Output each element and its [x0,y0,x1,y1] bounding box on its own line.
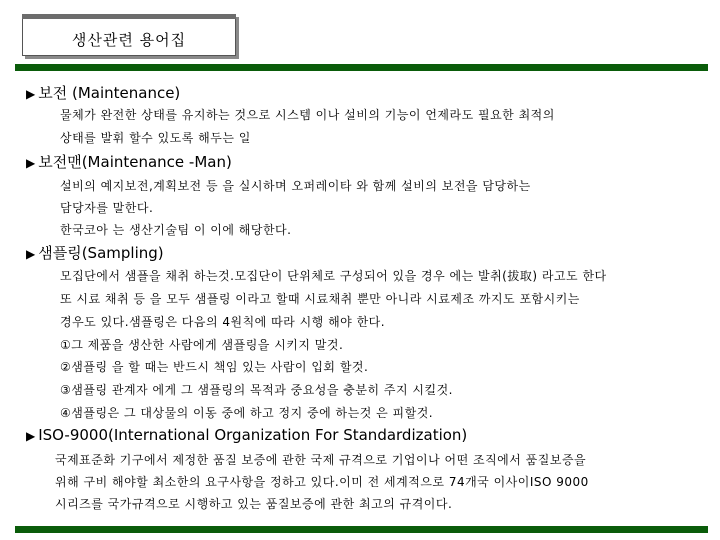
bullet-icon: ▶ [26,247,36,261]
section-heading-iso-9000: ▶ ISO-9000(International Organization For Standardization) [26,426,468,444]
body-line: 국제표준화 기구에서 제정한 품질 보증에 관한 국제 규격으로 기업이나 어떤 조직에서 품질보증을 [55,453,587,467]
top-divider [15,64,708,71]
title-box [22,14,236,56]
body-line: ②샘플링 을 할 때는 반드시 책임 있는 사람이 입회 할것. [60,360,369,374]
page-title: 생산관련 용어집 [71,31,187,49]
bullet-icon: ▶ [26,156,36,170]
body-line: 경우도 있다.샘플링은 다음의 4원칙에 따라 시행 해야 한다. [60,315,386,329]
body-line: 담당자를 말한다. [60,201,154,215]
body-line: 설비의 예지보전,계획보전 등 을 실시하며 오퍼레이타 와 함께 설비의 보전을 담당하는 [60,179,531,193]
body-line: 위해 구비 해야할 최소한의 요구사항을 정하고 있다.이미 전 세계적으로 74개국 이사이ISO 9000 [55,475,589,489]
body-line: ①그 제품을 생산한 사람에게 샘플링을 시키지 말것. [60,338,344,352]
body-line: 상태를 발휘 할수 있도록 해두는 일 [60,131,251,145]
bottom-divider [15,526,708,533]
body-line: ④샘플링은 그 대상물의 이동 중에 하고 정지 중에 하는것 은 피할것. [60,406,434,420]
section-heading-sampling: ▶ 샘플링(Sampling) [26,244,164,262]
section-heading-maintenance-man: ▶ 보전맨(Maintenance -Man) [26,153,232,171]
body-line: 모집단에서 샘플을 채취 하는것.모집단이 단위체로 구성되어 있을 경우 에는 발취(拔取) 라고도 한다 [60,269,607,283]
body-line: 물체가 완전한 상태를 유지하는 것으로 시스템 이나 설비의 기능이 언제라도 필요한 최적의 [60,108,555,122]
bullet-icon: ▶ [26,87,36,101]
body-line: 또 시료 채취 등 을 모두 샘플링 이라고 할때 시료채취 뿐만 아니라 시료제조 까지도 포함시키는 [60,292,580,306]
body-line: 한국코아 는 생산기술팀 이 이에 해당한다. [60,223,292,237]
body-line: ③샘플링 관계자 에게 그 샘플링의 목적과 중요성을 충분히 주지 시킬것. [60,383,453,397]
bullet-icon: ▶ [26,429,36,443]
body-line: 시리즈를 국가규격으로 시행하고 있는 품질보증에 관한 최고의 규격이다. [55,497,453,511]
section-heading-maintenance: ▶ 보전 (Maintenance) [26,84,181,102]
